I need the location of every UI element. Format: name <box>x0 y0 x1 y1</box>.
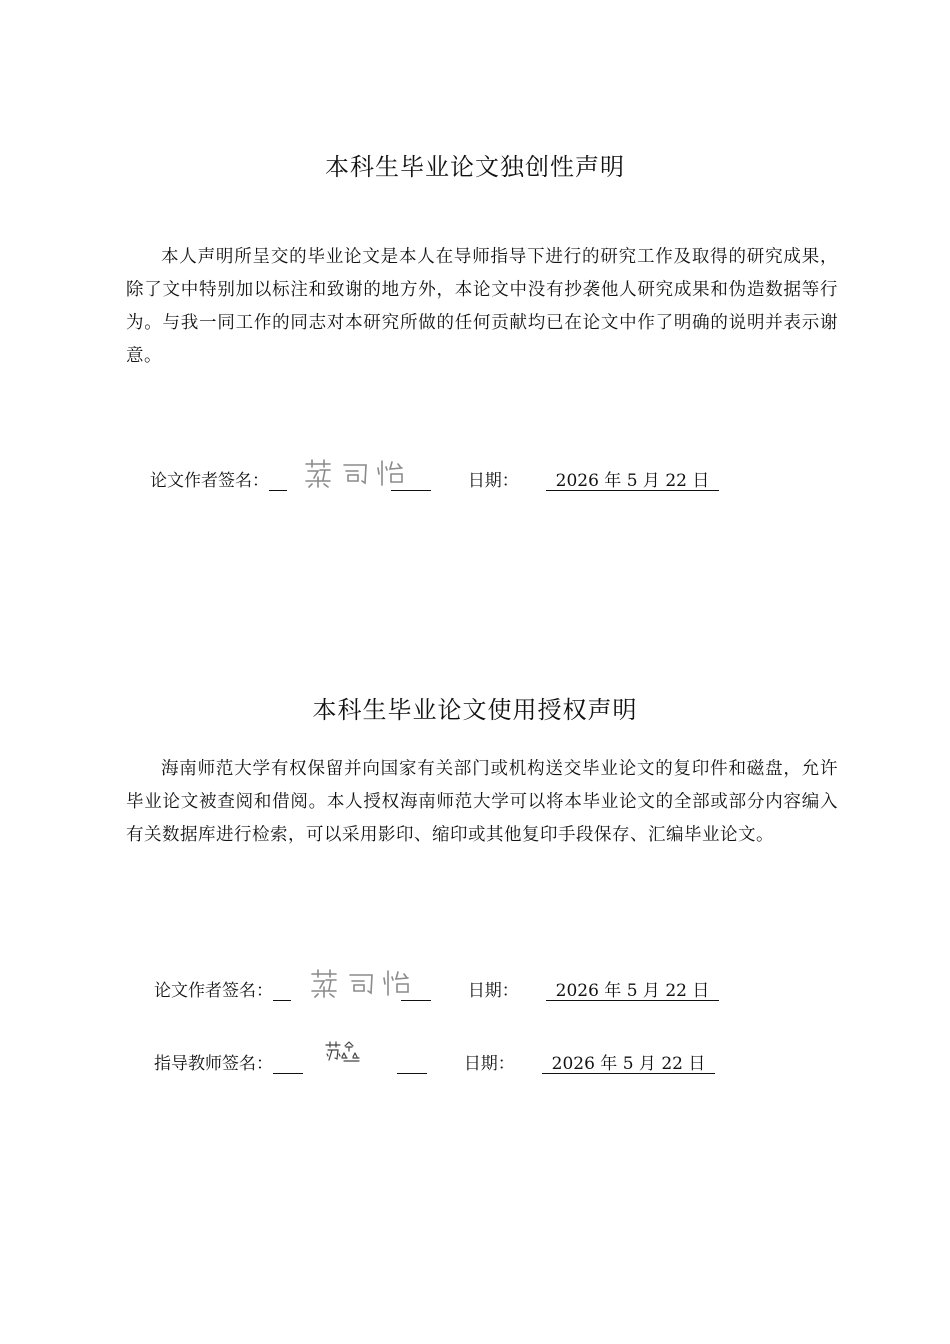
date-value: 2026 年 5 月 22 日 <box>546 472 720 491</box>
author-signature-label: 论文作者签名： <box>150 471 269 491</box>
originality-statement-title: 本科生毕业论文独创性声明 <box>325 153 625 181</box>
authorization-author-signature-line <box>154 976 719 1010</box>
originality-author-signature-line <box>150 466 719 500</box>
date-label: 日期： <box>467 981 519 1001</box>
advisor-signature-label: 指导教师签名： <box>154 1054 273 1074</box>
originality-statement-body: 本人声明所呈交的毕业论文是本人在导师指导下进行的研究工作及取得的研究成果，除了文中特别加以标注和致谢的地方外，本论文中没有抄袭他人研究成果和伪造数据等行为。与我一同工作的同志对本研究所做的任何贡献均已在论文中作了明确的说明并表示谢意。 <box>126 247 838 366</box>
date-value: 2026 年 5 月 22 日 <box>546 982 720 1001</box>
author-signature-label: 论文作者签名： <box>154 981 273 1001</box>
date-label: 日期： <box>467 471 519 491</box>
signature-underline <box>273 1055 303 1074</box>
advisor-signature-line <box>154 1049 715 1083</box>
authorization-statement-body: 海南师范大学有权保留并向国家有关部门或机构送交毕业论文的复印件和磁盘，允许毕业论文被查阅和借阅。本人授权海南师范大学可以将本毕业论文的全部或部分内容编入有关数据库进行检索，可以采用影印、缩印或其他复印手段保存、汇编毕业论文。 <box>126 759 838 845</box>
signature-underline <box>269 472 287 491</box>
authorization-statement-title: 本科生毕业论文使用授权声明 <box>312 696 638 724</box>
author-handwritten-signature <box>302 458 410 488</box>
advisor-handwritten-signature <box>325 1041 361 1063</box>
date-value: 2026 年 5 月 22 日 <box>542 1055 716 1074</box>
signature-underline <box>273 982 291 1001</box>
author-handwritten-signature <box>308 968 416 998</box>
date-label: 日期： <box>463 1054 515 1074</box>
signature-underline <box>397 1055 427 1074</box>
